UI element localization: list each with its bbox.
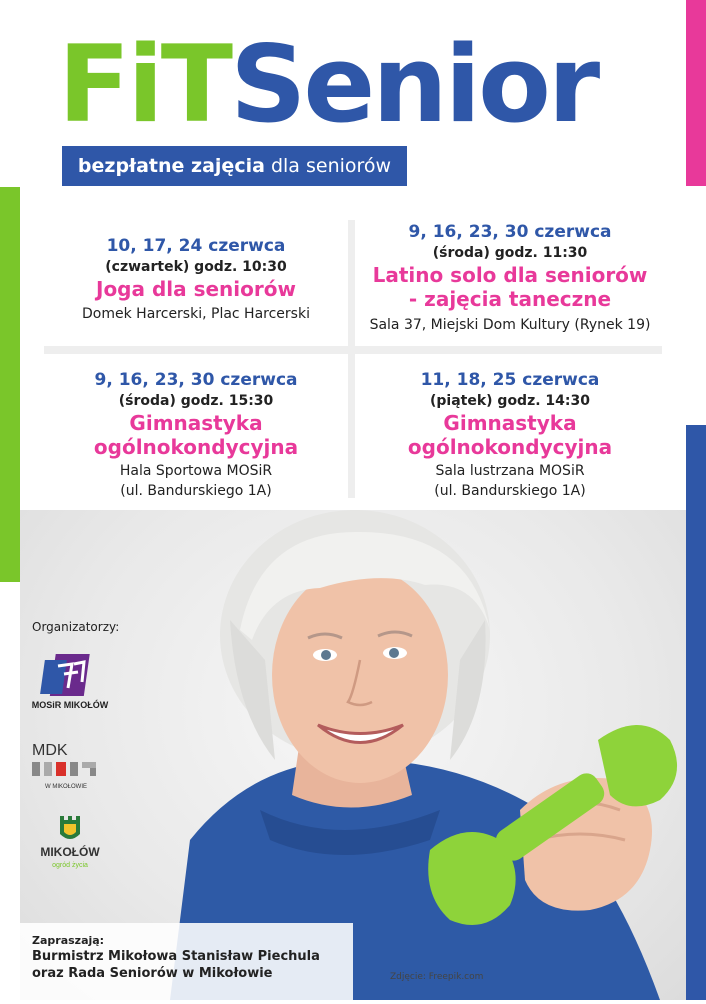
class-time: (piątek) godz. 14:30 (429, 393, 590, 409)
mikolow-logo-icon (30, 812, 110, 874)
class-name-line2: ogólnokondycyjna (407, 435, 613, 459)
class-date: 10, 17, 24 czerwca (106, 236, 286, 256)
organizers-label: Organizatorzy: (32, 620, 120, 634)
class-place: Domek Harcerski, Plac Harcerski (82, 306, 310, 322)
footer-line2: oraz Rada Seniorów w Mikołowie (32, 966, 273, 981)
grid-divider-vertical (348, 220, 355, 498)
class-name: Gimnastyka (443, 411, 577, 435)
class-place: Hala Sportowa MOSiR (119, 463, 273, 479)
footer-box (20, 923, 353, 1000)
mdk-logo-icon (30, 740, 112, 792)
class-place: Sala 37, Miejski Dom Kultury (Rynek 19) (369, 317, 651, 333)
footer-line1: Burmistrz Mikołowa Stanisław Piechula (32, 949, 320, 964)
class-name: Gimnastyka (129, 411, 263, 435)
subtitle-rest: dla seniorów (264, 155, 392, 177)
photo-credit: Zdjęcie: Freepik.com (390, 972, 484, 982)
title-senior: Senior (230, 23, 598, 146)
accent-bar-pink (686, 0, 706, 186)
class-name-line2: - zajęcia taneczne (408, 287, 612, 311)
title-fit: FiT (58, 23, 231, 146)
mikolow-logo-text: MIKOŁÓW (40, 845, 100, 859)
class-time: (środa) godz. 15:30 (118, 393, 274, 409)
mikolow-logo-sub: ogród życia (52, 862, 88, 869)
class-card-gym-hala (44, 370, 348, 501)
class-time: (czwartek) godz. 10:30 (105, 259, 287, 275)
class-name-line2: ogólnokondycyjna (93, 435, 299, 459)
mdk-logo-text: MDK (32, 742, 68, 759)
mdk-logo-sub: W MIKOŁOWIE (45, 784, 87, 790)
class-date: 9, 16, 23, 30 czerwca (94, 370, 298, 390)
class-card-gym-sala (355, 370, 665, 501)
class-card-yoga (44, 236, 348, 324)
class-card-latino (355, 222, 665, 335)
class-date: 11, 18, 25 czerwca (420, 370, 600, 390)
footer-invite: Zapraszają: (32, 934, 105, 947)
mosir-logo-icon (31, 652, 109, 716)
poster-title (58, 20, 597, 150)
class-place-line2: (ul. Bandurskiego 1A) (120, 483, 272, 499)
class-place: Sala lustrzana MOSiR (435, 463, 585, 479)
accent-bar-green (0, 187, 20, 582)
mosir-logo-text: MOSiR MIKOŁÓW (31, 700, 109, 710)
accent-bar-blue (686, 425, 706, 1000)
class-name: Joga dla seniorów (96, 277, 296, 301)
subtitle-banner (62, 146, 407, 186)
class-date: 9, 16, 23, 30 czerwca (408, 222, 612, 242)
subtitle-bold: bezpłatne zajęcia (77, 155, 265, 177)
class-name: Latino solo dla seniorów (372, 263, 648, 287)
class-place-line2: (ul. Bandurskiego 1A) (434, 483, 586, 499)
class-time: (środa) godz. 11:30 (432, 245, 588, 261)
